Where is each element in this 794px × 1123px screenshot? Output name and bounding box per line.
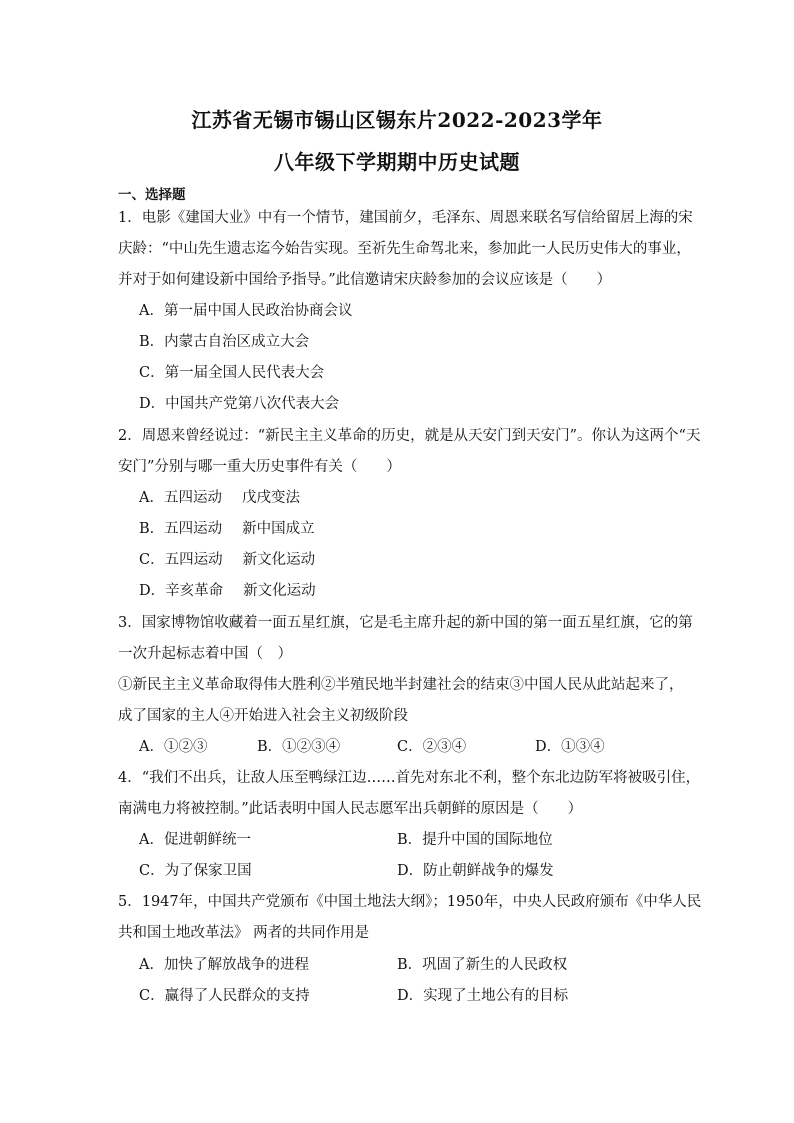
question-2-option-d-second: 新文化运动 — [243, 583, 316, 599]
question-3-option-b: B．①②③④ — [257, 739, 341, 755]
question-2-option-b-second: 新中国成立 — [242, 521, 315, 537]
question-4-stem-line-2: 南满电力将被控制。”此话表明中国人民志愿军出兵朝鲜的原因是（ ） — [118, 801, 583, 817]
question-1-option-c: C．第一届全国人民代表大会 — [139, 365, 325, 381]
question-2-option-d — [139, 581, 316, 601]
question-1-option-b: B．内蒙古自治区成立大会 — [139, 334, 310, 350]
question-3-stem-line-1: 3．国家博物馆收藏着一面五星红旗，它是毛主席升起的新中国的第一面五星红旗，它的第 — [118, 615, 693, 631]
question-4-option-a: A．促进朝鲜统一 — [139, 832, 251, 848]
question-5-option-b: B．巩固了新生的人民政权 — [397, 957, 568, 973]
question-2-option-c — [139, 550, 315, 570]
question-4-option-c: C．为了保家卫国 — [139, 863, 252, 879]
question-5-stem-line-1: 5．1947年，中国共产党颁布《中国土地法大纲》；1950年，中央人民政府颁布《中华人民 — [118, 894, 702, 910]
question-2-stem-line-2: 安门”分别与哪一重大历史事件有关（ ） — [118, 459, 401, 475]
question-2-option-a — [139, 488, 300, 508]
question-3-stem-line-4: 成了国家的主人④开始进入社会主义初级阶段 — [118, 708, 408, 724]
question-5-option-a: A．加快了解放战争的进程 — [139, 957, 309, 973]
question-1-stem-line-3: 并对于如何建设新中国给予指导。”此信邀请宋庆龄参加的会议应该是（ ） — [118, 272, 612, 288]
question-2-option-c-first: C．五四运动 — [139, 552, 223, 568]
question-2-option-d-first: D．辛亥革命 — [139, 583, 224, 599]
question-1-option-d: D．中国共产党第八次代表大会 — [139, 396, 340, 412]
question-3-option-c: C．②③④ — [397, 739, 467, 755]
exam-title-line-2: 八年级下学期期中历史试题 — [274, 150, 520, 174]
question-4-stem-line-1: 4．“我们不出兵，让敌人压至鸭绿江边……首先对东北不利，整个东北边防军将被吸引住， — [118, 770, 701, 786]
question-4-option-d: D．防止朝鲜战争的爆发 — [397, 863, 554, 879]
question-2-option-c-second: 新文化运动 — [242, 552, 316, 568]
question-1-option-a: A．第一届中国人民政治协商会议 — [139, 303, 353, 319]
question-2-option-a-first: A．五四运动 — [139, 490, 222, 506]
question-3-stem-line-3: ①新民主主义革命取得伟大胜利②半殖民地半封建社会的结束③中国人民从此站起来了， — [118, 677, 684, 693]
question-2-option-a-second: 戊戌变法 — [241, 490, 300, 506]
question-1-stem-line-2: 庆龄：“中山先生遗志迄今始告实现。至祈先生命驾北来，参加此一人民历史伟大的事业， — [118, 241, 691, 257]
question-3-option-a: A．①②③ — [139, 739, 208, 755]
question-2-option-b-first: B．五四运动 — [139, 521, 223, 537]
question-3-option-d: D．①③④ — [535, 739, 605, 755]
question-5-option-c: C．赢得了人民群众的支持 — [139, 988, 310, 1004]
question-5-stem-line-2: 共和国土地改革法》 两者的共同作用是 — [118, 925, 370, 941]
exam-title-line-1: 江苏省无锡市锡山区锡东片2022-2023学年 — [191, 108, 603, 132]
question-4-option-b: B．提升中国的国际地位 — [397, 832, 553, 848]
question-3-stem-line-2: 一次升起标志着中国（ ） — [118, 646, 292, 662]
question-5-option-d: D．实现了土地公有的目标 — [397, 988, 569, 1004]
question-2-option-b — [139, 519, 315, 539]
question-1-stem-line-1: 1．电影《建国大业》中有一个情节，建国前夕，毛泽东、周恩来联名写信给留居上海的宋 — [118, 210, 693, 226]
section-heading: 一、选择题 — [118, 187, 186, 203]
question-2-stem-line-1: 2．周恩来曾经说过：“新民主主义革命的历史，就是从天安门到天安门”。你认为这两个“天 — [118, 428, 701, 444]
